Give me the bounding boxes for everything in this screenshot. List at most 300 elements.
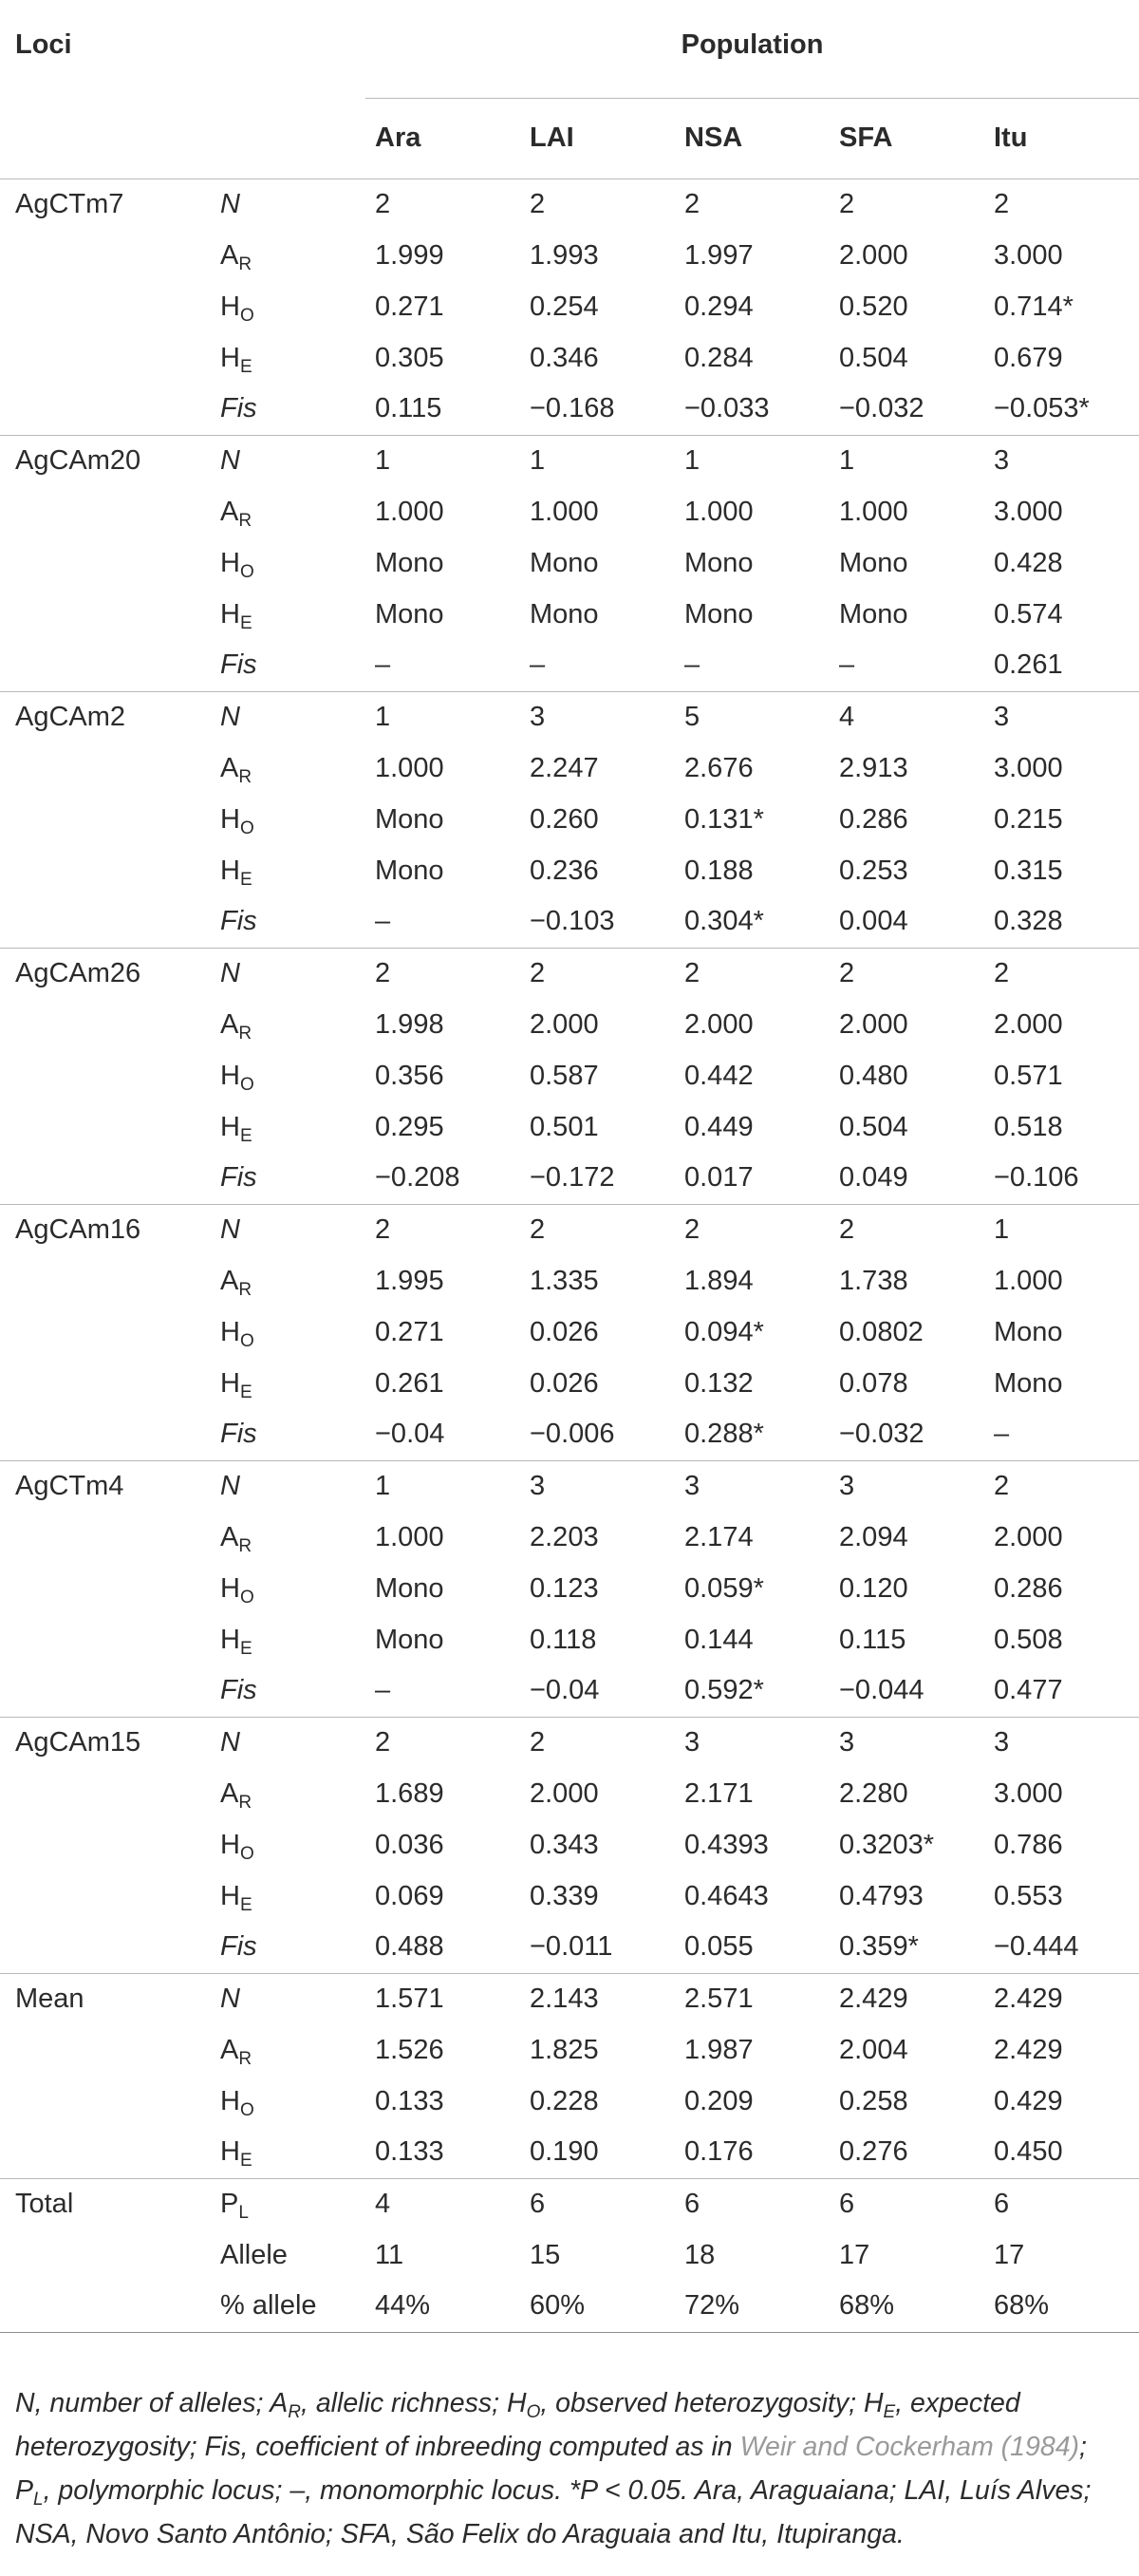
- locus-cell-empty: [0, 743, 207, 794]
- value-cell: 0.571: [994, 1060, 1063, 1091]
- value-cell: 2.000: [839, 1008, 908, 1040]
- value-cell: 0.442: [684, 1060, 754, 1091]
- value-cell: 0.488: [375, 1931, 444, 1963]
- value-cell: 0.055: [684, 1931, 754, 1963]
- parameter-label: $H_E$: [220, 855, 252, 890]
- value-cell: 1.000: [839, 496, 908, 527]
- locus-cell-empty: [0, 1050, 207, 1101]
- value-cell: 2.000: [839, 239, 908, 271]
- value-cell: 1.997: [684, 239, 754, 271]
- value-cell: −0.04: [530, 1675, 600, 1706]
- table-row: [0, 845, 1139, 896]
- value-cell: 0.508: [994, 1624, 1063, 1655]
- value-cell: 0.286: [839, 803, 908, 835]
- value-cell: 0.449: [684, 1111, 754, 1142]
- population-col-header: NSA: [684, 122, 743, 153]
- value-cell: –: [375, 1675, 391, 1706]
- value-cell: 3: [830, 1717, 984, 1768]
- parameter-label: $P_L$: [207, 2178, 365, 2229]
- value-cell: 0.587: [530, 1060, 599, 1091]
- value-cell: 0.477: [994, 1675, 1063, 1706]
- table-row: [0, 384, 1139, 435]
- table-row: [0, 1819, 1139, 1871]
- value-cell: 0.094*: [684, 1316, 764, 1347]
- value-cell: 2: [830, 1204, 984, 1255]
- value-cell: 3: [520, 1460, 675, 1512]
- value-cell: 0.004: [839, 906, 908, 937]
- header-row-top: [0, 0, 1139, 98]
- table-row: [0, 179, 1139, 230]
- value-cell: 2: [520, 1204, 675, 1255]
- value-cell: –: [684, 649, 700, 681]
- value-cell: 0.288*: [684, 1419, 764, 1450]
- value-cell: 3: [830, 1460, 984, 1512]
- table-row: [0, 2281, 1139, 2332]
- value-cell: 0.188: [684, 855, 754, 886]
- value-cell: 0.4793: [839, 1880, 924, 1911]
- param-header-blank: [207, 0, 365, 98]
- value-cell: 2.429: [994, 2034, 1063, 2065]
- value-cell: 0.339: [530, 1880, 599, 1911]
- locus-cell-empty: [0, 1358, 207, 1409]
- table-row: [0, 1409, 1139, 1460]
- value-cell: Mono: [684, 547, 754, 578]
- value-cell: 72%: [675, 2281, 830, 2332]
- value-cell: Mono: [375, 1624, 444, 1655]
- value-cell: −0.103: [530, 906, 615, 937]
- locus-cell-empty: [0, 1255, 207, 1307]
- value-cell: −0.032: [839, 1419, 924, 1450]
- value-cell: 2: [365, 179, 520, 230]
- value-cell: 2.676: [684, 752, 754, 783]
- value-cell: −0.168: [530, 393, 615, 424]
- value-cell: Mono: [994, 1316, 1063, 1347]
- value-cell: 6: [984, 2178, 1139, 2229]
- locus-name: AgCAm2: [0, 691, 207, 743]
- table-row: [0, 1358, 1139, 1409]
- value-cell: 0.026: [530, 1316, 599, 1347]
- value-cell: 2.171: [684, 1777, 754, 1809]
- value-cell: 1.571: [365, 1973, 520, 2024]
- parameter-label: $H_E$: [220, 1880, 252, 1915]
- population-col-header: SFA: [839, 122, 893, 153]
- value-cell: 1.689: [375, 1777, 444, 1809]
- table-row: [0, 948, 1139, 999]
- locus-cell-empty: [0, 1409, 207, 1460]
- value-cell: 5: [675, 691, 830, 743]
- parameter-label: Fis: [220, 1675, 257, 1706]
- value-cell: 0.294: [684, 291, 754, 322]
- parameter-label: $H_O$: [220, 547, 254, 582]
- value-cell: 1: [830, 435, 984, 486]
- parameter-label: $A_R$: [220, 1777, 252, 1813]
- locus-cell-empty: [0, 1871, 207, 1922]
- value-cell: −0.044: [839, 1675, 924, 1706]
- value-cell: 0.520: [839, 291, 908, 322]
- table-row: [0, 1563, 1139, 1614]
- value-cell: 2: [520, 179, 675, 230]
- value-cell: 1.825: [530, 2034, 599, 2065]
- table-row: [0, 1973, 1139, 2024]
- locus-cell-empty: [0, 1153, 207, 1204]
- table-row: [0, 281, 1139, 332]
- value-cell: 0.679: [994, 342, 1063, 373]
- parameter-label: $H_E$: [220, 1624, 252, 1659]
- parameter-label: $H_O$: [220, 1829, 254, 1864]
- value-cell: 2: [675, 179, 830, 230]
- value-cell: 68%: [830, 2281, 984, 2332]
- value-cell: 0.131*: [684, 803, 764, 835]
- value-cell: 0.518: [994, 1111, 1063, 1142]
- value-cell: 2: [830, 948, 984, 999]
- value-cell: 0.132: [684, 1367, 754, 1399]
- value-cell: 2.913: [839, 752, 908, 783]
- parameter-label: $H_E$: [220, 1367, 252, 1402]
- value-cell: 2.429: [984, 1973, 1139, 2024]
- value-cell: −0.011: [530, 1931, 613, 1963]
- value-cell: 15: [530, 2239, 561, 2270]
- table-row: [0, 537, 1139, 589]
- table-row: [0, 435, 1139, 486]
- population-header: Population: [365, 0, 1139, 98]
- value-cell: 0.271: [375, 1316, 444, 1347]
- value-cell: –: [839, 649, 855, 681]
- value-cell: 0.501: [530, 1111, 599, 1142]
- value-cell: −0.444: [994, 1931, 1079, 1963]
- locus-cell-empty: [0, 1819, 207, 1871]
- value-cell: 3.000: [994, 1777, 1063, 1809]
- locus-cell-empty: [0, 1614, 207, 1665]
- parameter-label: $A_R$: [220, 1265, 252, 1300]
- locus-cell-empty: [0, 1307, 207, 1358]
- value-cell: 3: [984, 435, 1139, 486]
- value-cell: 1.000: [684, 496, 754, 527]
- value-cell: 0.553: [994, 1880, 1063, 1911]
- value-cell: 0.4393: [684, 1829, 769, 1860]
- value-cell: 0.504: [839, 342, 908, 373]
- locus-name: AgCAm26: [0, 948, 207, 999]
- parameter-label: N: [207, 948, 365, 999]
- value-cell: 0.346: [530, 342, 599, 373]
- value-cell: 1.526: [375, 2034, 444, 2065]
- table-row: [0, 1204, 1139, 1255]
- value-cell: 1.000: [375, 496, 444, 527]
- value-cell: 0.228: [530, 2085, 599, 2116]
- locus-cell-empty: [0, 1101, 207, 1153]
- value-cell: 0.260: [530, 803, 599, 835]
- value-cell: 0.144: [684, 1624, 754, 1655]
- table-row: [0, 640, 1139, 691]
- header-row-populations: [0, 98, 1139, 179]
- table-row: [0, 1153, 1139, 1204]
- locus-name: AgCTm4: [0, 1460, 207, 1512]
- parameter-label: Fis: [220, 906, 257, 937]
- parameter-label: $A_R$: [220, 496, 252, 531]
- value-cell: Mono: [375, 1572, 444, 1604]
- value-cell: 0.786: [994, 1829, 1063, 1860]
- value-cell: 0.428: [994, 547, 1063, 578]
- table-row: [0, 1768, 1139, 1819]
- value-cell: 0.209: [684, 2085, 754, 2116]
- locus-cell-empty: [0, 2127, 207, 2178]
- parameter-label: N: [207, 691, 365, 743]
- value-cell: 2: [984, 179, 1139, 230]
- value-cell: 0.133: [375, 2136, 444, 2168]
- value-cell: 2: [984, 948, 1139, 999]
- value-cell: 0.118: [530, 1624, 597, 1655]
- value-cell: 4: [365, 2178, 520, 2229]
- value-cell: 1.999: [375, 239, 444, 271]
- locus-cell-empty: [0, 845, 207, 896]
- value-cell: −0.053*: [994, 393, 1090, 424]
- value-cell: 2: [365, 948, 520, 999]
- value-cell: −0.006: [530, 1419, 615, 1450]
- parameter-label: N: [207, 1204, 365, 1255]
- value-cell: 1.000: [375, 752, 444, 783]
- value-cell: Mono: [375, 855, 444, 886]
- value-cell: 1: [520, 435, 675, 486]
- locus-cell-empty: [0, 332, 207, 384]
- value-cell: 1.993: [530, 239, 599, 271]
- table-row: [0, 896, 1139, 948]
- value-cell: 0.253: [839, 855, 908, 886]
- value-cell: Mono: [684, 598, 754, 630]
- value-cell: Mono: [530, 598, 599, 630]
- table-row: [0, 2024, 1139, 2076]
- population-col-header: LAI: [530, 122, 574, 153]
- value-cell: 0.017: [684, 1162, 754, 1194]
- value-cell: 0.328: [994, 906, 1063, 937]
- value-cell: 2.247: [530, 752, 599, 783]
- locus-cell-empty: [0, 2024, 207, 2076]
- value-cell: 0.049: [839, 1162, 908, 1194]
- value-cell: 2.000: [530, 1777, 599, 1809]
- locus-cell-empty: [0, 1665, 207, 1717]
- locus-name: AgCAm16: [0, 1204, 207, 1255]
- locus-cell-empty: [0, 1768, 207, 1819]
- value-cell: 0.215: [994, 803, 1063, 835]
- value-cell: 0.176: [684, 2136, 754, 2168]
- value-cell: 0.258: [839, 2085, 908, 2116]
- parameter-label: Fis: [220, 1931, 257, 1963]
- value-cell: 0.123: [530, 1572, 599, 1604]
- locus-name: AgCTm7: [0, 179, 207, 230]
- locus-name: AgCAm15: [0, 1717, 207, 1768]
- value-cell: 2.280: [839, 1777, 908, 1809]
- value-cell: 0.069: [375, 1880, 444, 1911]
- value-cell: 6: [830, 2178, 984, 2229]
- value-cell: 2.143: [520, 1973, 675, 2024]
- value-cell: 0.356: [375, 1060, 444, 1091]
- parameter-label: $H_O$: [220, 2085, 254, 2120]
- parameter-label: N: [207, 1460, 365, 1512]
- value-cell: 0.295: [375, 1111, 444, 1142]
- parameter-label: $A_R$: [220, 2034, 252, 2069]
- value-cell: 0.059*: [684, 1572, 764, 1604]
- value-cell: 1: [365, 691, 520, 743]
- value-cell: Mono: [375, 598, 444, 630]
- value-cell: 2.429: [830, 1973, 984, 2024]
- value-cell: 2: [520, 948, 675, 999]
- value-cell: 2: [675, 1204, 830, 1255]
- locus-name: Total: [0, 2178, 207, 2229]
- value-cell: 1.894: [684, 1265, 754, 1296]
- value-cell: 1.738: [839, 1265, 908, 1296]
- table-row: [0, 486, 1139, 537]
- value-cell: 0.4643: [684, 1880, 769, 1911]
- value-cell: 3: [984, 1717, 1139, 1768]
- value-cell: 2.174: [684, 1521, 754, 1552]
- value-cell: 2: [984, 1460, 1139, 1512]
- value-cell: 60%: [520, 2281, 675, 2332]
- value-cell: 1.995: [375, 1265, 444, 1296]
- value-cell: 2.000: [530, 1008, 599, 1040]
- locus-cell-empty: [0, 1512, 207, 1563]
- locus-cell-empty: [0, 281, 207, 332]
- table-row: [0, 1871, 1139, 1922]
- parameter-label: $H_O$: [220, 1316, 254, 1351]
- value-cell: −0.208: [375, 1162, 460, 1194]
- value-cell: 2: [830, 179, 984, 230]
- locus-cell-empty: [0, 2076, 207, 2127]
- parameter-label: Fis: [220, 1162, 257, 1194]
- value-cell: 0.261: [994, 649, 1063, 681]
- value-cell: 0.190: [530, 2136, 599, 2168]
- value-cell: –: [375, 649, 391, 681]
- value-cell: 0.343: [530, 1829, 599, 1860]
- value-cell: 17: [994, 2239, 1025, 2270]
- table-row: [0, 1050, 1139, 1101]
- value-cell: 2.004: [839, 2034, 908, 2065]
- locus-cell-empty: [0, 486, 207, 537]
- table-row: [0, 2229, 1139, 2281]
- value-cell: –: [994, 1419, 1010, 1450]
- value-cell: 2.203: [530, 1521, 599, 1552]
- locus-cell-empty: [0, 384, 207, 435]
- value-cell: 44%: [365, 2281, 520, 2332]
- value-cell: 0.236: [530, 855, 599, 886]
- parameter-label: $A_R$: [220, 1008, 252, 1044]
- table-row: [0, 2076, 1139, 2127]
- parameter-label: N: [207, 179, 365, 230]
- locus-cell-empty: [0, 1922, 207, 1973]
- table-row: [0, 332, 1139, 384]
- table-row: [0, 743, 1139, 794]
- value-cell: 0.261: [375, 1367, 444, 1399]
- value-cell: 3.000: [994, 239, 1063, 271]
- value-cell: 3: [675, 1717, 830, 1768]
- parameter-label: Fis: [220, 1419, 257, 1450]
- citation-link[interactable]: Weir and Cockerham (1984): [739, 2432, 1080, 2462]
- locus-name: Mean: [0, 1973, 207, 2024]
- locus-cell-empty: [0, 230, 207, 281]
- parameter-label: $A_R$: [220, 1521, 252, 1556]
- value-cell: 4: [830, 691, 984, 743]
- value-cell: 0.574: [994, 598, 1063, 630]
- value-cell: −0.033: [684, 393, 770, 424]
- parameter-label: N: [207, 435, 365, 486]
- value-cell: 0.078: [839, 1367, 908, 1399]
- value-cell: 3: [675, 1460, 830, 1512]
- value-cell: 0.592*: [684, 1675, 764, 1706]
- value-cell: 0.359*: [839, 1931, 919, 1963]
- value-cell: 1.998: [375, 1008, 444, 1040]
- value-cell: 0.3203*: [839, 1829, 934, 1860]
- parameter-label: $H_O$: [220, 1060, 254, 1095]
- table-row: [0, 1512, 1139, 1563]
- value-cell: 2: [365, 1204, 520, 1255]
- locus-cell-empty: [0, 896, 207, 948]
- locus-cell-empty: [0, 2229, 207, 2281]
- value-cell: 3: [984, 691, 1139, 743]
- value-cell: 0.284: [684, 342, 754, 373]
- locus-cell-empty: [0, 537, 207, 589]
- value-cell: 2: [675, 948, 830, 999]
- table-row: [0, 230, 1139, 281]
- value-cell: 0.315: [994, 855, 1063, 886]
- table-row: [0, 1101, 1139, 1153]
- value-cell: 1.335: [530, 1265, 599, 1296]
- table-row: [0, 1717, 1139, 1768]
- value-cell: 1.000: [375, 1521, 444, 1552]
- table-footnote: N, number of alleles; $A_R$, allelic richness; $H_O$, observed heterozygosity; $H_E$, expected heterozygosity; Fis, coefficient of inbreeding computed as in Weir and Cockerham (1984); $P_L$, polymorphic locus; –, monomorphic locus. *P < 0.05. Ara, Araguaiana; LAI, Luís Alves; NSA, Novo Santo Antônio; SFA, São Felix do Araguaia and Itu, Itupiranga.: [15, 2388, 1092, 2549]
- table-row: [0, 2127, 1139, 2178]
- table-row: [0, 999, 1139, 1050]
- value-cell: 1: [984, 1204, 1139, 1255]
- value-cell: 2.000: [684, 1008, 754, 1040]
- parameter-label: Fis: [220, 393, 257, 424]
- value-cell: 0.450: [994, 2136, 1063, 2168]
- loci-header: Loci: [15, 29, 72, 60]
- value-cell: Mono: [839, 598, 908, 630]
- parameter-label: Fis: [220, 649, 257, 681]
- value-cell: 2.571: [675, 1973, 830, 2024]
- parameter-label: $H_E$: [220, 1111, 252, 1146]
- locus-cell-empty: [0, 589, 207, 640]
- table-row: [0, 589, 1139, 640]
- value-cell: 0.133: [375, 2085, 444, 2116]
- parameter-label: $A_R$: [220, 239, 252, 274]
- value-cell: 0.271: [375, 291, 444, 322]
- value-cell: 2.000: [994, 1521, 1063, 1552]
- value-cell: 0.0802: [839, 1316, 924, 1347]
- parameter-label: $A_R$: [220, 752, 252, 787]
- value-cell: 2.000: [994, 1008, 1063, 1040]
- table-row: [0, 1665, 1139, 1717]
- locus-name: AgCAm20: [0, 435, 207, 486]
- value-cell: 11: [375, 2239, 404, 2270]
- value-cell: 3.000: [994, 752, 1063, 783]
- parameter-label: $H_O$: [220, 803, 254, 838]
- value-cell: −0.04: [375, 1419, 445, 1450]
- value-cell: Mono: [994, 1367, 1063, 1399]
- value-cell: −0.106: [994, 1162, 1079, 1194]
- value-cell: 2: [365, 1717, 520, 1768]
- value-cell: Mono: [375, 547, 444, 578]
- table-row: [0, 1922, 1139, 1973]
- locus-cell-empty: [0, 1563, 207, 1614]
- value-cell: 1: [675, 435, 830, 486]
- value-cell: 0.115: [375, 393, 442, 424]
- value-cell: 1.000: [530, 496, 599, 527]
- locus-cell-empty: [0, 794, 207, 845]
- value-cell: Mono: [375, 803, 444, 835]
- parameter-label: $H_E$: [220, 2136, 252, 2172]
- table-row: [0, 1460, 1139, 1512]
- table-row: [0, 1307, 1139, 1358]
- value-cell: 0.305: [375, 342, 444, 373]
- value-cell: 0.304*: [684, 906, 764, 937]
